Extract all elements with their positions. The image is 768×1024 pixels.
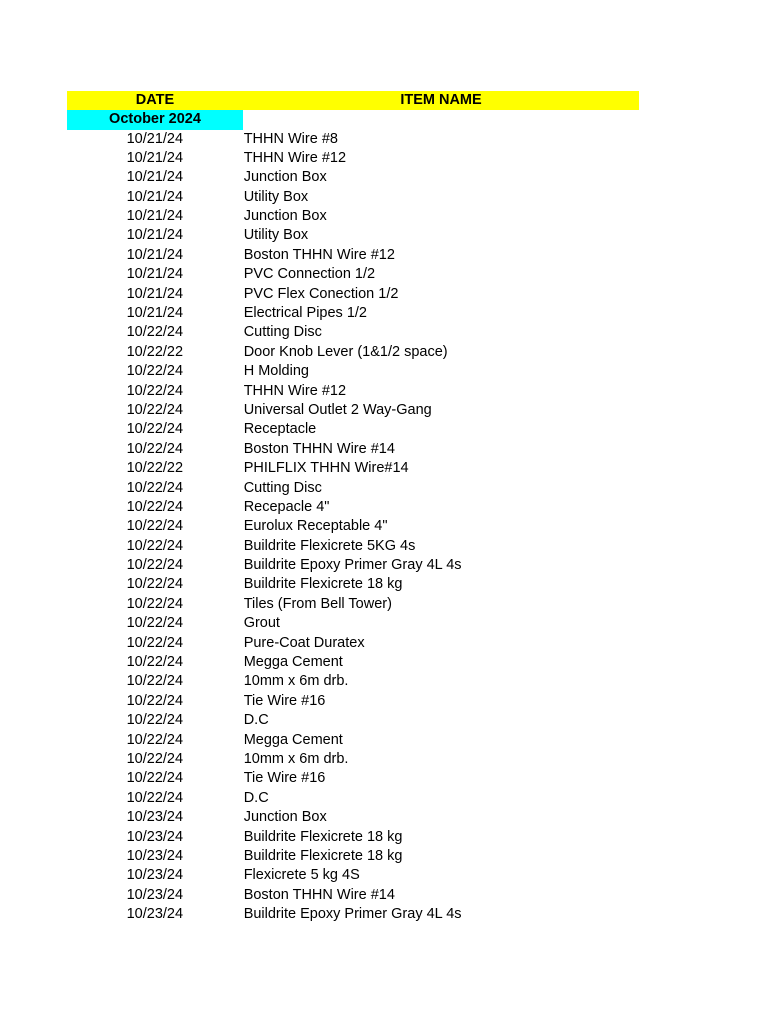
- table-row: [67, 459, 639, 478]
- date-cell[interactable]: 10/21/24: [126, 188, 184, 205]
- item-name-cell[interactable]: D.C: [243, 789, 269, 806]
- date-cell[interactable]: 10/22/24: [126, 537, 184, 554]
- item-name-cell[interactable]: Buildrite Epoxy Primer Gray 4L 4s: [243, 906, 462, 923]
- date-cell[interactable]: 10/22/24: [126, 498, 184, 515]
- item-name-cell[interactable]: Junction Box: [243, 169, 327, 186]
- table-row: [67, 304, 639, 323]
- table-row: [67, 886, 639, 905]
- table-row: [67, 847, 639, 866]
- item-name-cell[interactable]: Junction Box: [243, 208, 327, 225]
- date-cell[interactable]: 10/21/24: [126, 149, 184, 166]
- item-name-cell[interactable]: THHN Wire #12: [243, 149, 347, 166]
- item-name-cell[interactable]: 10mm x 6m drb.: [243, 751, 349, 767]
- date-cell[interactable]: 10/22/24: [126, 615, 184, 632]
- date-cell[interactable]: 10/22/24: [126, 673, 184, 690]
- item-name-cell[interactable]: Boston THHN Wire #14: [243, 440, 395, 457]
- table-row: [67, 828, 639, 847]
- item-name-cell[interactable]: PVC Flex Conection 1/2: [243, 285, 399, 302]
- header-row: [67, 91, 639, 110]
- item-name-cell[interactable]: Receptacle: [243, 421, 317, 438]
- item-name-cell[interactable]: Tiles (From Bell Tower): [243, 595, 392, 612]
- date-cell[interactable]: 10/23/24: [126, 809, 184, 826]
- date-cell[interactable]: 10/23/24: [126, 886, 184, 903]
- table-row: [67, 653, 639, 672]
- table-row: [67, 634, 639, 653]
- table-row: [67, 343, 639, 362]
- date-cell[interactable]: 10/23/24: [126, 828, 184, 845]
- item-name-cell[interactable]: Universal Outlet 2 Way-Gang: [243, 401, 432, 418]
- item-name-cell[interactable]: Buildrite Flexicrete 5KG 4s: [243, 537, 416, 554]
- date-cell[interactable]: 10/22/24: [126, 712, 184, 729]
- item-name-cell[interactable]: THHN Wire #12: [243, 382, 347, 399]
- table-row: [67, 479, 639, 498]
- item-name-cell[interactable]: Recepacle 4": [243, 498, 330, 515]
- date-cell[interactable]: 10/22/24: [126, 557, 184, 574]
- item-name-cell[interactable]: Megga Cement: [243, 654, 343, 671]
- date-cell[interactable]: 10/22/24: [126, 324, 184, 341]
- table-row: [67, 575, 639, 594]
- table-row: [67, 246, 639, 265]
- item-name-cell[interactable]: THHN Wire #8: [243, 130, 338, 147]
- item-name-cell[interactable]: Flexicrete 5 kg 4S: [243, 867, 360, 884]
- data-rows: [67, 130, 639, 925]
- date-cell[interactable]: 10/22/24: [126, 692, 184, 709]
- item-name-cell[interactable]: Megga Cement: [243, 731, 343, 748]
- date-cell[interactable]: 10/23/24: [126, 867, 184, 884]
- date-cell[interactable]: 10/22/24: [126, 751, 184, 767]
- date-cell[interactable]: 10/22/24: [126, 518, 184, 535]
- table-row: [67, 692, 639, 711]
- table-row: [67, 769, 639, 788]
- table-row: [67, 731, 639, 750]
- table-row: [67, 672, 639, 691]
- table-row: [67, 537, 639, 556]
- date-cell[interactable]: 10/23/24: [126, 847, 184, 864]
- date-cell[interactable]: 10/21/24: [126, 130, 184, 147]
- item-name-cell[interactable]: Utility Box: [243, 188, 309, 205]
- table-row: [67, 595, 639, 614]
- table-row: [67, 149, 639, 168]
- item-name-cell[interactable]: Grout: [243, 615, 280, 632]
- item-name-cell[interactable]: Junction Box: [243, 809, 327, 826]
- date-cell[interactable]: 10/22/24: [126, 382, 184, 399]
- date-cell[interactable]: 10/22/24: [126, 401, 184, 418]
- item-name-cell[interactable]: Cutting Disc: [243, 479, 322, 496]
- table-row: [67, 285, 639, 304]
- date-cell[interactable]: 10/21/24: [126, 169, 184, 186]
- table-row: [67, 498, 639, 517]
- date-cell[interactable]: 10/21/24: [126, 266, 184, 283]
- date-cell[interactable]: 10/22/24: [126, 479, 184, 496]
- date-cell[interactable]: 10/22/24: [126, 595, 184, 612]
- date-cell[interactable]: 10/21/24: [126, 246, 184, 263]
- date-cell[interactable]: 10/22/24: [126, 770, 184, 787]
- date-cell[interactable]: 10/22/24: [126, 440, 184, 457]
- item-name-cell[interactable]: Tie Wire #16: [243, 692, 326, 709]
- table-row: [67, 401, 639, 420]
- item-name-cell[interactable]: D.C: [243, 712, 269, 729]
- table-row: [67, 789, 639, 808]
- date-cell[interactable]: 10/22/22: [126, 343, 184, 360]
- table-row: [67, 265, 639, 284]
- item-name-cell[interactable]: Buildrite Flexicrete 18 kg: [243, 576, 403, 593]
- item-name-cell[interactable]: Cutting Disc: [243, 324, 322, 341]
- date-cell[interactable]: 10/22/24: [126, 654, 184, 671]
- table-row: [67, 207, 639, 226]
- item-name-cell[interactable]: Buildrite Epoxy Primer Gray 4L 4s: [243, 557, 462, 574]
- item-name-cell[interactable]: 10mm x 6m drb.: [243, 673, 349, 690]
- spreadsheet: [67, 91, 639, 925]
- item-name-cell[interactable]: Tie Wire #16: [243, 770, 326, 787]
- date-cell[interactable]: 10/22/24: [126, 789, 184, 806]
- table-row: [67, 188, 639, 207]
- table-row: [67, 866, 639, 885]
- table-row: [67, 750, 639, 769]
- table-row: [67, 130, 639, 149]
- table-row: [67, 382, 639, 401]
- date-cell[interactable]: 10/22/24: [126, 576, 184, 593]
- item-name-cell[interactable]: Buildrite Flexicrete 18 kg: [243, 847, 403, 864]
- item-name-cell[interactable]: Boston THHN Wire #12: [243, 246, 395, 263]
- date-cell[interactable]: 10/22/24: [126, 421, 184, 438]
- date-cell[interactable]: 10/21/24: [126, 208, 184, 225]
- date-cell[interactable]: 10/21/24: [126, 227, 184, 244]
- date-cell[interactable]: 10/22/24: [126, 363, 184, 380]
- table-row: [67, 440, 639, 459]
- date-column-header[interactable]: DATE: [135, 92, 175, 108]
- table-row: [67, 711, 639, 730]
- table-row: [67, 905, 639, 924]
- item-name-cell[interactable]: H Molding: [243, 363, 309, 380]
- item-name-cell[interactable]: Eurolux Receptable 4": [243, 518, 388, 535]
- month-row: [67, 110, 639, 130]
- date-cell[interactable]: 10/22/24: [126, 634, 184, 651]
- table-row: [67, 226, 639, 245]
- item-name-column-header[interactable]: ITEM NAME: [400, 92, 482, 108]
- date-cell[interactable]: 10/21/24: [126, 285, 184, 302]
- date-cell[interactable]: 10/22/24: [126, 731, 184, 748]
- item-name-cell[interactable]: Door Knob Lever (1&1/2 space): [243, 343, 448, 360]
- item-name-cell[interactable]: PVC Connection 1/2: [243, 266, 376, 283]
- item-name-cell[interactable]: Buildrite Flexicrete 18 kg: [243, 828, 403, 845]
- date-cell[interactable]: 10/21/24: [126, 305, 184, 322]
- table-row: [67, 168, 639, 187]
- table-row: [67, 420, 639, 439]
- month-label[interactable]: October 2024: [67, 110, 243, 130]
- item-name-cell[interactable]: PHILFLIX THHN Wire#14: [243, 460, 409, 477]
- table-row: [67, 323, 639, 342]
- table-row: [67, 556, 639, 575]
- date-cell[interactable]: 10/22/22: [126, 460, 184, 477]
- item-name-cell[interactable]: Boston THHN Wire #14: [243, 886, 395, 903]
- item-name-cell[interactable]: Electrical Pipes 1/2: [243, 305, 367, 322]
- table-row: [67, 808, 639, 827]
- table-row: [67, 614, 639, 633]
- item-name-cell[interactable]: Pure-Coat Duratex: [243, 634, 365, 651]
- table-row: [67, 362, 639, 381]
- date-cell[interactable]: 10/23/24: [126, 906, 184, 923]
- table-row: [67, 517, 639, 536]
- item-name-cell[interactable]: Utility Box: [243, 227, 309, 244]
